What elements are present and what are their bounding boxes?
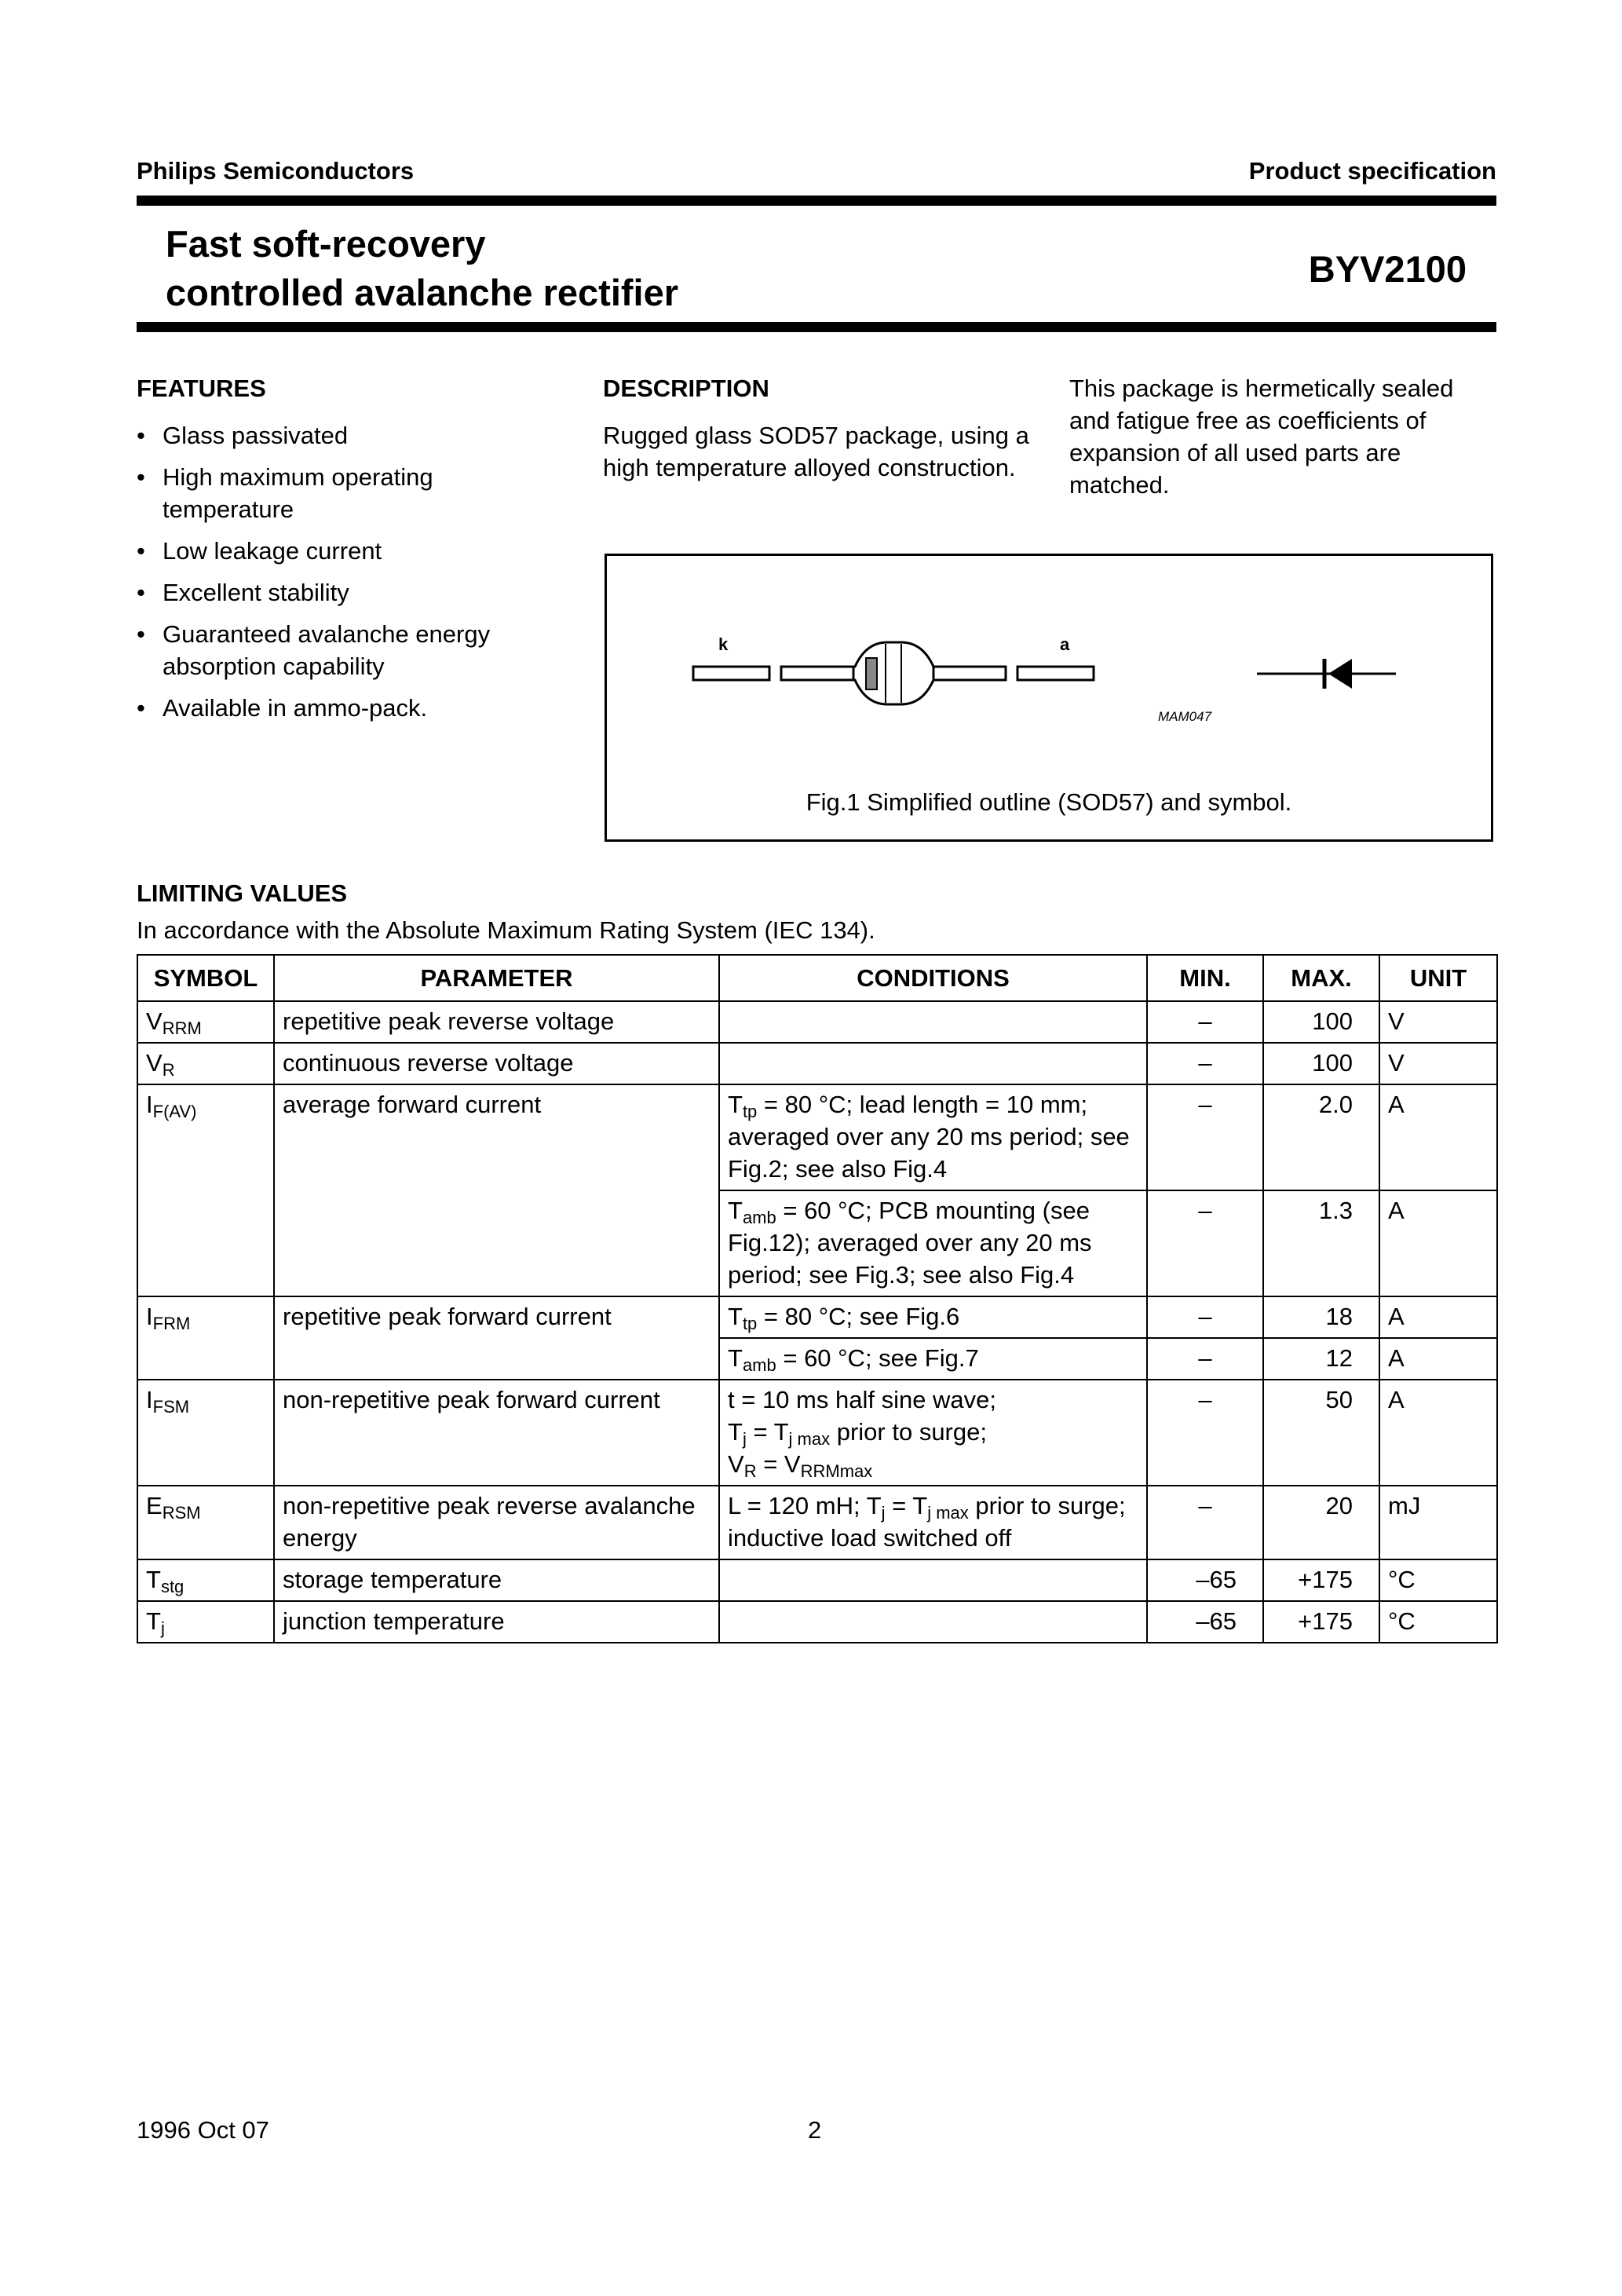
column-header: SYMBOL (137, 955, 274, 1001)
min-cell: – (1147, 1190, 1263, 1296)
unit-cell: A (1379, 1084, 1497, 1190)
symbol-cell: $V_{RRM}$ (137, 1001, 274, 1043)
min-cell: –65 (1147, 1601, 1263, 1643)
max-cell: 100 (1263, 1043, 1379, 1084)
unit-cell: °C (1379, 1559, 1497, 1601)
footer-date: 1996 Oct 07 (137, 2116, 269, 2144)
document-title (166, 220, 678, 317)
lead-left (693, 667, 769, 680)
max-cell: 18 (1263, 1296, 1379, 1338)
limiting-values-table (137, 954, 1498, 1643)
limiting-values-heading: LIMITING VALUES (137, 879, 348, 907)
max-cell: 100 (1263, 1001, 1379, 1043)
table-row (137, 1043, 1497, 1084)
max-cell: 2.0 (1263, 1084, 1379, 1190)
title-rule (137, 322, 1496, 332)
feature-item: • Glass passivated (137, 419, 561, 452)
conditions-cell: $T_{tp} = 80$ °C; lead length = 10 mm; averaged over any 20 ms period; see Fig.2; see also Fig.4 (719, 1084, 1147, 1190)
min-cell: – (1147, 1001, 1263, 1043)
symbol-cell: $I_{FSM}$ (137, 1380, 274, 1486)
lead-right-inner (933, 667, 1006, 680)
unit-cell: V (1379, 1043, 1497, 1084)
min-cell: – (1147, 1380, 1263, 1486)
table-row (137, 1380, 1497, 1486)
conditions-cell: L = 120 mH; $T_j = T_{j max}$ prior to surge; inductive load switched off (719, 1486, 1147, 1559)
min-cell: – (1147, 1043, 1263, 1084)
feature-item: • High maximum operating temperature (137, 461, 561, 525)
min-cell: – (1147, 1084, 1263, 1190)
conditions-cell (719, 1043, 1147, 1084)
unit-cell: °C (1379, 1601, 1497, 1643)
header-rule (137, 196, 1496, 206)
conditions-cell: $T_{tp} = 80$ °C; see Fig.6 (719, 1296, 1147, 1338)
max-cell: 12 (1263, 1338, 1379, 1380)
parameter-cell: junction temperature (274, 1601, 719, 1643)
min-cell: – (1147, 1338, 1263, 1380)
description-text: Rugged glass SOD57 package, using a high temperature alloyed construction. (603, 422, 1029, 481)
conditions-cell: t = 10 ms half sine wave; $T_j = T_{j max}$ prior to surge; $V_R = V_{RRMmax}$ (719, 1380, 1147, 1486)
table-header-row (137, 955, 1497, 1001)
features-list (137, 419, 561, 733)
unit-cell: A (1379, 1190, 1497, 1296)
lead-right (1017, 667, 1094, 680)
unit-cell: A (1379, 1296, 1497, 1338)
min-cell: –65 (1147, 1559, 1263, 1601)
min-cell: – (1147, 1296, 1263, 1338)
max-cell: +175 (1263, 1559, 1379, 1601)
min-cell: – (1147, 1486, 1263, 1559)
column-header: UNIT (1379, 955, 1497, 1001)
parameter-cell: continuous reverse voltage (274, 1043, 719, 1084)
table-row (137, 1559, 1497, 1601)
parameter-cell: non-repetitive peak reverse avalanche energy (274, 1486, 719, 1559)
figure-caption: Fig.1 Simplified outline (SOD57) and symbol. (806, 788, 1292, 816)
parameter-cell: repetitive peak forward current (274, 1296, 719, 1380)
part-number: BYV2100 (1308, 248, 1467, 290)
column-header: MAX. (1263, 955, 1379, 1001)
parameter-cell: repetitive peak reverse voltage (274, 1001, 719, 1043)
max-cell: 1.3 (1263, 1190, 1379, 1296)
conditions-cell (719, 1001, 1147, 1043)
features-heading: FEATURES (137, 375, 266, 402)
figure-code: MAM047 (1158, 709, 1212, 724)
parameter-cell: non-repetitive peak forward current (274, 1380, 719, 1486)
table-row (137, 1296, 1497, 1338)
table-row (137, 1486, 1497, 1559)
symbol-cell: $E_{RSM}$ (137, 1486, 274, 1559)
max-cell: +175 (1263, 1601, 1379, 1643)
symbol-cell: $V_R$ (137, 1043, 274, 1084)
column-header: MIN. (1147, 955, 1263, 1001)
anode-label: a (1060, 634, 1070, 654)
symbol-cell: $I_{F(AV)}$ (137, 1084, 274, 1296)
symbol-cell: $T_j$ (137, 1601, 274, 1643)
cathode-band (866, 658, 877, 689)
feature-item: • Excellent stability (137, 576, 561, 609)
lead-left-inner (781, 667, 853, 680)
company-name: Philips Semiconductors (137, 157, 415, 185)
cathode-label: k (718, 634, 729, 654)
parameter-cell: storage temperature (274, 1559, 719, 1601)
conditions-cell: $T_{amb} = 60$ °C; PCB mounting (see Fig.12); averaged over any 20 ms period; see Fig.3; see also Fig.4 (719, 1190, 1147, 1296)
unit-cell: A (1379, 1380, 1497, 1486)
column-header: PARAMETER (274, 955, 719, 1001)
table-row (137, 1601, 1497, 1643)
document-type: Product specification (1248, 157, 1496, 185)
diode-symbol (1257, 659, 1396, 689)
conditions-cell (719, 1601, 1147, 1643)
conditions-cell (719, 1559, 1147, 1601)
limiting-values-intro: In accordance with the Absolute Maximum Rating System (IEC 134). (137, 916, 875, 944)
title-line-1: Fast soft-recovery (166, 223, 486, 265)
description-heading: DESCRIPTION (603, 375, 769, 402)
figure-1 (605, 554, 1493, 842)
title-line-2: controlled avalanche rectifier (166, 272, 679, 313)
symbol-cell: $T_{stg}$ (137, 1559, 274, 1601)
unit-cell: A (1379, 1338, 1497, 1380)
feature-item: • Low leakage current (137, 535, 561, 567)
conditions-cell: $T_{amb} = 60$ °C; see Fig.7 (719, 1338, 1147, 1380)
max-cell: 20 (1263, 1486, 1379, 1559)
symbol-cell: $I_{FRM}$ (137, 1296, 274, 1380)
column-header: CONDITIONS (719, 955, 1147, 1001)
feature-item: • Available in ammo-pack. (137, 692, 561, 724)
parameter-cell: average forward current (274, 1084, 719, 1296)
unit-cell: V (1379, 1001, 1497, 1043)
table-row (137, 1084, 1497, 1190)
table-row (137, 1001, 1497, 1043)
feature-item: • Guaranteed avalanche energy absorption capability (137, 618, 561, 682)
page-number: 2 (808, 2116, 822, 2144)
description-text-2: This package is hermetically sealed and fatigue free as coefficients of expansion of all used parts are matched. (1069, 375, 1454, 499)
max-cell: 50 (1263, 1380, 1379, 1486)
unit-cell: mJ (1379, 1486, 1497, 1559)
